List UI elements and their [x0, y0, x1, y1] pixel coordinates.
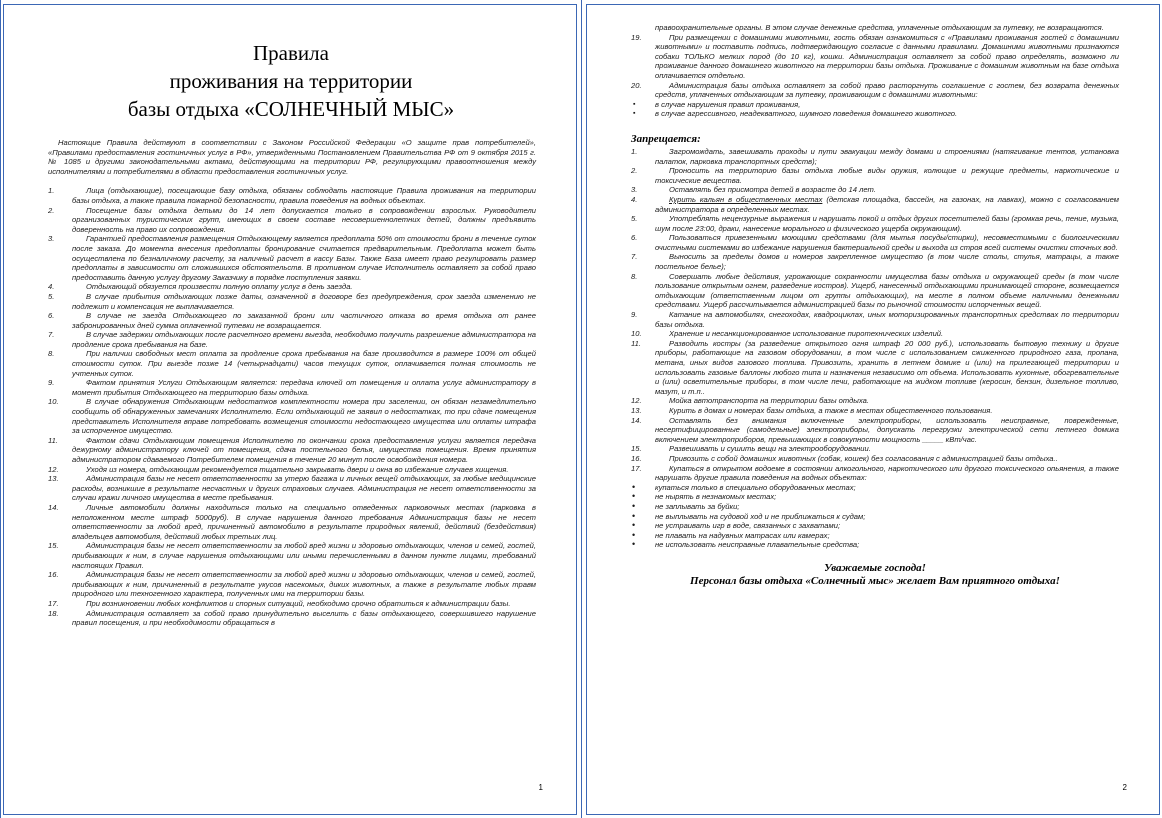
item-number: 13.: [631, 405, 642, 415]
bullet-item: • купаться только в специально оборудованных местах;: [631, 483, 1119, 493]
page-2-body: [631, 23, 1119, 588]
item-number: 2.: [631, 166, 638, 176]
page-number: 1: [538, 783, 543, 792]
item-number: 3.: [631, 185, 638, 195]
item-number: 16.: [631, 453, 642, 463]
item-number: 7.: [48, 330, 55, 340]
item-number: 19.: [631, 32, 642, 42]
list-item: [48, 599, 536, 609]
item-number: 20.: [631, 80, 642, 90]
item-text: Курить в домах и номерах базы отдыха, а также в местах общественного пользования.: [669, 405, 993, 415]
list-item: [631, 33, 1119, 81]
item-number: 1.: [631, 146, 638, 156]
bullet-item: • не выплывать на судовой ход и не приближаться к судам;: [631, 512, 1119, 522]
list-item: [631, 195, 1119, 214]
item-number: 17.: [631, 463, 642, 473]
list-item: [631, 464, 1119, 483]
item-number: 1.: [48, 186, 55, 196]
list-item: [631, 252, 1119, 271]
list-item: [48, 234, 536, 282]
item-text: Разводить костры (за разведение открытого огня штраф 20 000 руб.), использовать бытовую технику и другие приборы, работающие на газовом оборудовании, в том числе с использованием сжиженного природного газа, пропана, метана, иных видов газового топлива. Привозить, хранить в летнем домике и (или) на прилегающей территории и использовать газовые баллоны любого типа и назначения независимо от объема. Использовать кухонные, обогревательные и (или) осветительные приборы, в том числе печи, работающие на жидком топливе (керосин, бензин, дизельное топливо, мазут, и т.п..: [655, 338, 1119, 396]
item-text: Совершать любые действия, угрожающие сохранности имущества базы отдыха и окружающей среды (в том числе пользование открытым огнем, разведение костров). Ущерб, нанесенный отдыхающими принимающей стороне, возмещается отдыхающим (ответственным лицом от группы отдыхающих), на месте в полном объеме наличными денежными средствами. Ущерб рассчитывается администрацией базы по рыночной стоимости испорченных вещей.: [655, 271, 1119, 310]
item-number: 3.: [48, 234, 55, 244]
item-number: 16.: [48, 570, 59, 580]
item-text: При возникновении любых конфликтов и спорных ситуаций, необходимо срочно обратиться к администрации базы.: [86, 598, 511, 608]
list-item: [631, 214, 1119, 233]
list-item: [631, 396, 1119, 406]
page-border-middle: [581, 0, 582, 818]
document-page-2: [586, 4, 1160, 815]
list-item: [48, 311, 536, 330]
item-text: Загромождать, завешивать проходы и пути эвакуации между домами и строениями (натягивание тентов, установка палаток, парковка транспортных средств);: [655, 146, 1119, 166]
item-text: Администрация базы не несет ответственности за любой вред жизни и здоровью отдыхающих, членов и семей, гостей, прибывающих к ним, в случае нарушения отдыхающими или иными перечисленными в данном пункте лицами, требований настоящих Правил.: [72, 541, 536, 570]
item-number: 6.: [48, 311, 55, 321]
bullet-item: • не использовать неисправные плавательные средства;: [631, 540, 1119, 550]
item-text: Выносить за пределы домов и номеров закрепленное имущество (в том числе столы, стулья, матрацы, а также постельное белье);: [655, 252, 1119, 272]
intro-paragraph: Настоящие Правила действуют в соответствии с Законом Российской Федерации «О защите прав потребителей», «Правилами предоставления гостиничных услуг в РФ», утвержденными Постановлением Правительства РФ от 9 октября 2015 г. № 1085 и другими законодательными актами, действующими на территории РФ, регулирующими правоотношения между исполнителями и потребителями в области предоставления гостиничных услуг.: [48, 138, 536, 176]
list-item: [631, 406, 1119, 416]
list-item: [631, 329, 1119, 339]
item-text: Употреблять нецензурные выражения и нарушать покой и отдых других посетителей базы (громкая речь, пение, музыка, шум после 23:00, драки, нанесение морального и физического ущерба окружающим).: [655, 214, 1119, 233]
list-item: [48, 378, 536, 397]
item-text: Уходя из номера, отдыхающим рекомендуется тщательно закрывать двери и окна во избежание случаев хищения.: [86, 464, 509, 474]
closing-message: [631, 562, 1119, 588]
page-number: 2: [1122, 783, 1127, 792]
item-number: 10.: [631, 329, 642, 339]
title-line: Правила: [253, 41, 329, 65]
item-number: 9.: [631, 310, 638, 320]
item-text: Оставлять без внимания включенные электроприборы, использовать неисправные, поврежденные, несертифицированные (самодельные) электроприборы, допускать перегрузки электрической сети летнего домика включением электроприборов, превышающих в совокупности мощность _____ кВт/час.: [655, 415, 1119, 444]
bullet-item: • не плавать на надувных матрасах или камерах;: [631, 531, 1119, 541]
title-line: проживания на территории: [169, 69, 413, 93]
item-number: 5.: [631, 214, 638, 224]
item-text: Купаться в открытом водоеме в состоянии алкогольного, наркотического или другого токсического опьянения, а также нарушать другие правила поведения на водных объектах:: [655, 463, 1119, 483]
item-text: В случае прибытия отдыхающих позже даты, означенной в договоре без предупреждения, срок заезда изменению не подлежит и компенсация не выплачивается.: [72, 291, 536, 311]
item-number: 8.: [631, 271, 638, 281]
list-item: [48, 436, 536, 465]
item-number: 2.: [48, 205, 55, 215]
list-item: [48, 503, 536, 541]
rules-list: [48, 186, 536, 627]
item-text: Личные автомобили должны находиться только на специально отведенных парковочных местах (парковка в неположенном месте штраф 5000руб). В случае нарушения данного требования Администрация базы не несет ответственности за любой вред, причиненный автомобилю в результате природных явлений, действий (бездействия) владельцев автомобиля, действий любых третьих лиц.: [72, 502, 536, 541]
item-number: 14.: [48, 502, 59, 512]
list-item: [631, 416, 1119, 445]
item-text-rest: (детская площадка, бассейн, на газонах, на лавках), можно с согласованием администратора в определенных местах.: [655, 194, 1119, 214]
item-text: Отдыхающий обязуется произвести полную оплату услуг в день заезда.: [86, 282, 353, 292]
document-title: [4, 39, 577, 123]
list-item: [631, 233, 1119, 252]
continuation-paragraph: правоохранительные органы. В этом случае денежные средства, уплаченные отдыхающим за путевку, не возвращаются.: [655, 23, 1104, 32]
item-number: 12.: [631, 396, 642, 406]
item-text: Проносить на территорию базы отдыха любые виды оружия, колющие и режущие предметы, наркотические и токсические вещества.: [655, 166, 1119, 185]
item-text: Администрация базы отдыха оставляет за собой право расторгнуть соглашение с гостем, без возврата денежных средств, уплаченных отдыхающим за путевку, проживающим с домашними животными:: [655, 80, 1119, 100]
bullet-item: • не устраивать игр в воде, связанных с захватами;: [631, 521, 1119, 531]
rules-list-continued: [631, 33, 1119, 100]
bullet-item: • не нырять в незнакомых местах;: [631, 492, 1119, 502]
list-item: [631, 81, 1119, 100]
item-number: 8.: [48, 349, 55, 359]
item-text: В случае задержки отдыхающих после расчетного времени выезда, необходимо получить разрешение администратора на продление срока пребывания на базе.: [72, 330, 536, 349]
item-text: Фактом сдачи Отдыхающим помещения Исполнителю по окончании срока предоставления услуги является передача дежурному администратору ключей от помещения, сдача постельного белья, имущества помещения. Время принятия администратором сдаваемого Потребителем помещения в течение 20 минут после освобождения номера.: [72, 435, 536, 464]
item-number: 14.: [631, 415, 642, 425]
list-item: [48, 330, 536, 349]
item-text: При размещении с домашними животными, гость обязан ознакомиться с «Правилами проживания гостей с домашними животными» и поставить подпись, подтверждающую согласие с данными правилами. Домашними животными признаются собаки ТОЛЬКО мелких пород (до 10 кг), кошки. Администрация оставляет за собой право определять, возможно ли проживание данного домашнего животного на территории базы отдыха. Проживание с домашним животным на базе отдыха оплачивается отдельно.: [655, 32, 1119, 80]
closing-wish: Персонал базы отдыха «Солнечный мыс» желает Вам приятного отдыха!: [690, 574, 1060, 587]
item-number: 6.: [631, 233, 638, 243]
item-text: При наличии свободных мест оплата за продление срока пребывания на базе производится в размере 100% от общей стоимости суток. При выезде позже 14 (четырнадцати) часов текущих суток, оплачивается полная стоимость не учтенных суток.: [72, 349, 536, 378]
list-item: [48, 292, 536, 311]
item-text: Катание на автомобилях, снегоходах, квадроциклах, иных моторизированных транспортных средствах по территории базы отдыха.: [655, 310, 1119, 329]
list-item: [48, 570, 536, 599]
item-text: Оставлять без присмотра детей в возрасте до 14 лет.: [669, 185, 876, 195]
item-text: Мойка автотранспорта на территории базы отдыха.: [669, 396, 869, 406]
item-text: В случае обнаружения Отдыхающим недостатков комплектности номера при заселении, он обязан незамедлительно сообщить об обнаруженных замечаниях Исполнителю. Если отдыхающий не заявил о недостатках, то при сдаче помещения представитель Исполнителя вправе потребовать возмещения стоимости недостающего имущества или оплаты штрафа за испорченное имущество.: [72, 397, 536, 436]
item-number: 11.: [631, 338, 641, 348]
item-text: Фактом принятия Услуги Отдыхающим является: передача ключей от помещения и оплата услуг администратору в момент прибытия Отдыхающего на территорию базы отдыха.: [72, 378, 536, 397]
item-text: Хранение и несанкционированное использование пиротехнических изделий.: [669, 329, 944, 339]
item-number: 15.: [48, 541, 59, 551]
item-number: 7.: [631, 252, 638, 262]
item-text: Администрация оставляет за собой право принудительно выселить с базы отдыхающего, совершившего нарушение правил посещения, и при необходимости обращаться в: [72, 608, 536, 628]
list-item: [48, 186, 536, 205]
item-number: 5.: [48, 291, 55, 301]
bullet-item: ▪ в случае нарушения правил проживания,: [631, 100, 1119, 110]
item-number: 13.: [48, 474, 59, 484]
item-number: 10.: [48, 397, 59, 407]
list-item: [631, 147, 1119, 166]
item-number: 4.: [631, 194, 638, 204]
document-page-1: [3, 4, 577, 815]
item-text: Развешивать и сушить вещи на электрооборудовании.: [669, 444, 871, 454]
item-text: Администрация базы не несет ответственности за любой вред жизни и здоровью отдыхающих, членов и семей, гостей, прибывающих к ним, причиненный в результате укусов насекомых, диких животных, а также в результате любых травм природного или техногенного характера, полученных ими на территории базы.: [72, 570, 536, 599]
item-number: 12.: [48, 464, 59, 474]
rule-20-bullets: [631, 100, 1119, 119]
item-text-underlined: Курить кальян в общественных местах: [669, 194, 823, 204]
item-text: Пользоваться привезенными моющими средствами (для мытья посуды/стирки), несовместимыми с биологическими очистными системами во избежание нарушения бактериальной среды и выхода из строя всей системы очистки сточных вод.: [655, 233, 1119, 252]
page-border-left: [0, 0, 1, 818]
item-text: Привозить с собой домашних животных (собак, кошек) без согласования с администрацией базы отдыха..: [669, 453, 1058, 463]
item-number: 4.: [48, 282, 55, 292]
item-text: Администрация базы не несет ответственности за утерю багажа и личных вещей отдыхающих, за любые медицинские расходы, возникшие в результате несчастных и других страховых случаев. Администрация не несет ответственности за случаи кражи личного имущества в месте пребывания.: [72, 474, 536, 503]
item-number: 18.: [48, 608, 59, 618]
list-item: [48, 609, 536, 628]
list-item: [48, 349, 536, 378]
page-1-body: [48, 138, 536, 628]
item-text: Гарантией предоставления размещения Отдыхающему является предоплата 50% от стоимости брони в течение суток после заказа. До момента внесения предоплаты бронирование считается предварительным. Предоплата может быть осуществлена по безналичному расчету, за наличный расчет в кассу Базы. Также База имеет право регулировать размер предоплаты в зависимости от сложившихся обстоятельств. В противном случае Исполнитель оставляет за собой право предоставить данную услугу другому Заказчику в порядке поступления заявки.: [72, 234, 536, 282]
bullet-item: ▪ в случае агрессивного, неадекватного, шумного поведения домашнего животного.: [631, 109, 1119, 119]
item-text: [655, 195, 1119, 214]
list-item: [48, 474, 536, 503]
item-text: Посещение базы отдыха детьми до 14 лет допускается только в сопровождении взрослых. Руководители организованных туристических групп, имеющих в своем составе несовершеннолетних детей, должны предъявить доверенность на право их сопровождения.: [72, 205, 536, 234]
item-text: Лица (отдыхающие), посещающие базу отдыха, обязаны соблюдать настоящие Правила проживания на территории базы отдыха, а также правила пожарной безопасности, правила поведения на водных объектах.: [72, 186, 536, 205]
item-number: 15.: [631, 444, 642, 454]
bullet-item: • не заплывать за буйки;: [631, 502, 1119, 512]
list-item: [631, 166, 1119, 185]
list-item: [631, 339, 1119, 397]
list-item: [48, 206, 536, 235]
closing-greeting: Уважаемые господа!: [824, 561, 926, 574]
list-item: [48, 282, 536, 292]
water-rules-bullets: [631, 483, 1119, 550]
item-number: 11.: [48, 435, 58, 445]
list-item: [631, 272, 1119, 310]
list-item: [631, 185, 1119, 195]
list-item: [48, 465, 536, 475]
prohibited-heading: Запрещается:: [631, 132, 701, 145]
title-line: базы отдыха «СОЛНЕЧНЫЙ МЫС»: [127, 97, 455, 121]
item-number: 17.: [48, 598, 59, 608]
item-text: В случае не заезда Отдыхающего по заказанной брони или частичного отказа во время отдыха от ранее забронированных дней сумма оплаченной путевки не возвращается.: [72, 311, 536, 330]
list-item: [48, 397, 536, 435]
list-item: [631, 444, 1119, 454]
list-item: [48, 541, 536, 570]
list-item: [631, 310, 1119, 329]
list-item: [631, 454, 1119, 464]
prohibited-list: [631, 147, 1119, 483]
item-number: 9.: [48, 378, 55, 388]
